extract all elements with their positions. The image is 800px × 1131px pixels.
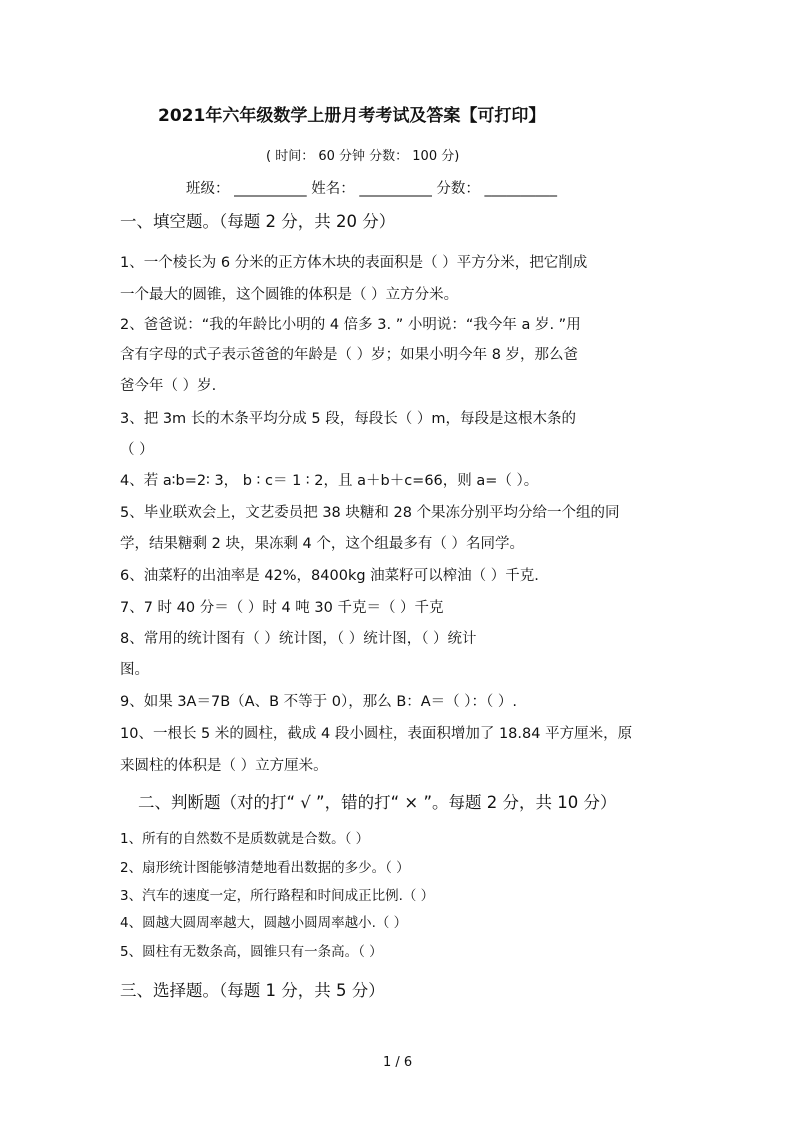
question-line: 1、一个棱长为 6 分米的正方体木块的表面积是（ ）平方分米，把它削成: [120, 255, 588, 271]
question-line: 8、常用的统计图有（ ）统计图，（ ）统计图，（ ）统计: [120, 631, 477, 647]
judge-item: 5、圆柱有无数条高，圆锥只有一条高。（ ）: [120, 944, 383, 960]
question-line: 来圆柱的体积是（ ）立方厘米。: [120, 758, 328, 774]
question-line: 7、7 时 40 分＝（ ）时 4 吨 30 千克＝（ ）千克: [120, 600, 444, 616]
exam-meta: ( 时间： 60 分钟 分数： 100 分): [266, 149, 460, 164]
judge-item: 4、圆越大圆周率越大，圆越小圆周率越小.（ ）: [120, 915, 408, 931]
section-heading-multiple-choice: 三、选择题。（每题 1 分，共 5 分）: [120, 981, 385, 1000]
question-line: 9、如果 3A＝7B（A、B 不等于 0），那么 B：A＝（ ）：（ ）.: [120, 694, 518, 710]
question-line: 6、油菜籽的出油率是 42%，8400kg 油菜籽可以榨油（ ）千克.: [120, 568, 539, 584]
question-line: 2、爸爸说：“我的年龄比小明的 4 倍多 3. ” 小明说：“我今年 a 岁. ”用: [120, 317, 581, 333]
question-line: 4、若 a∶b=2∶ 3， b ∶ c＝ 1 ∶ 2，且 a＋b＋c=66，则 a=（ ）。: [120, 473, 539, 489]
judge-item: 2、扇形统计图能够清楚地看出数据的多少。（ ）: [120, 860, 410, 876]
student-info-line: 班级： __________ 姓名： __________ 分数： __________: [186, 181, 558, 197]
question-line: 图。: [120, 662, 149, 678]
question-line: 5、毕业联欢会上，文艺委员把 38 块糖和 28 个果冻分别平均分给一个组的同: [120, 505, 620, 521]
question-line: 含有字母的式子表示爸爸的年龄是（ ）岁；如果小明今年 8 岁，那么爸: [120, 347, 579, 363]
question-line: 学，结果糖剩 2 块，果冻剩 4 个，这个组最多有（ ）名同学。: [120, 536, 524, 552]
judge-item: 3、汽车的速度一定，所行路程和时间成正比例.（ ）: [120, 888, 435, 904]
page-title: 2021年六年级数学上册月考考试及答案【可打印】: [158, 106, 546, 126]
question-line: （ ）: [120, 442, 154, 458]
question-line: 10、一根长 5 米的圆柱，截成 4 段小圆柱，表面积增加了 18.84 平方厘米，原: [120, 726, 633, 742]
question-line: 一个最大的圆锥，这个圆锥的体积是（ ）立方分米。: [120, 287, 459, 303]
judge-item: 1、所有的自然数不是质数就是合数。（ ）: [120, 831, 370, 847]
section-heading-fill-blank: 一、填空题。（每题 2 分，共 20 分）: [120, 212, 396, 231]
question-line: 爸今年（ ）岁.: [120, 378, 217, 394]
section-heading-true-false: 二、判断题（对的打“ √ ”，错的打“ × ”。每题 2 分，共 10 分）: [138, 793, 617, 812]
page-number: 1 / 6: [383, 1055, 413, 1070]
question-line: 3、把 3m 长的木条平均分成 5 段，每段长（ ）m，每段是这根木条的: [120, 411, 576, 427]
